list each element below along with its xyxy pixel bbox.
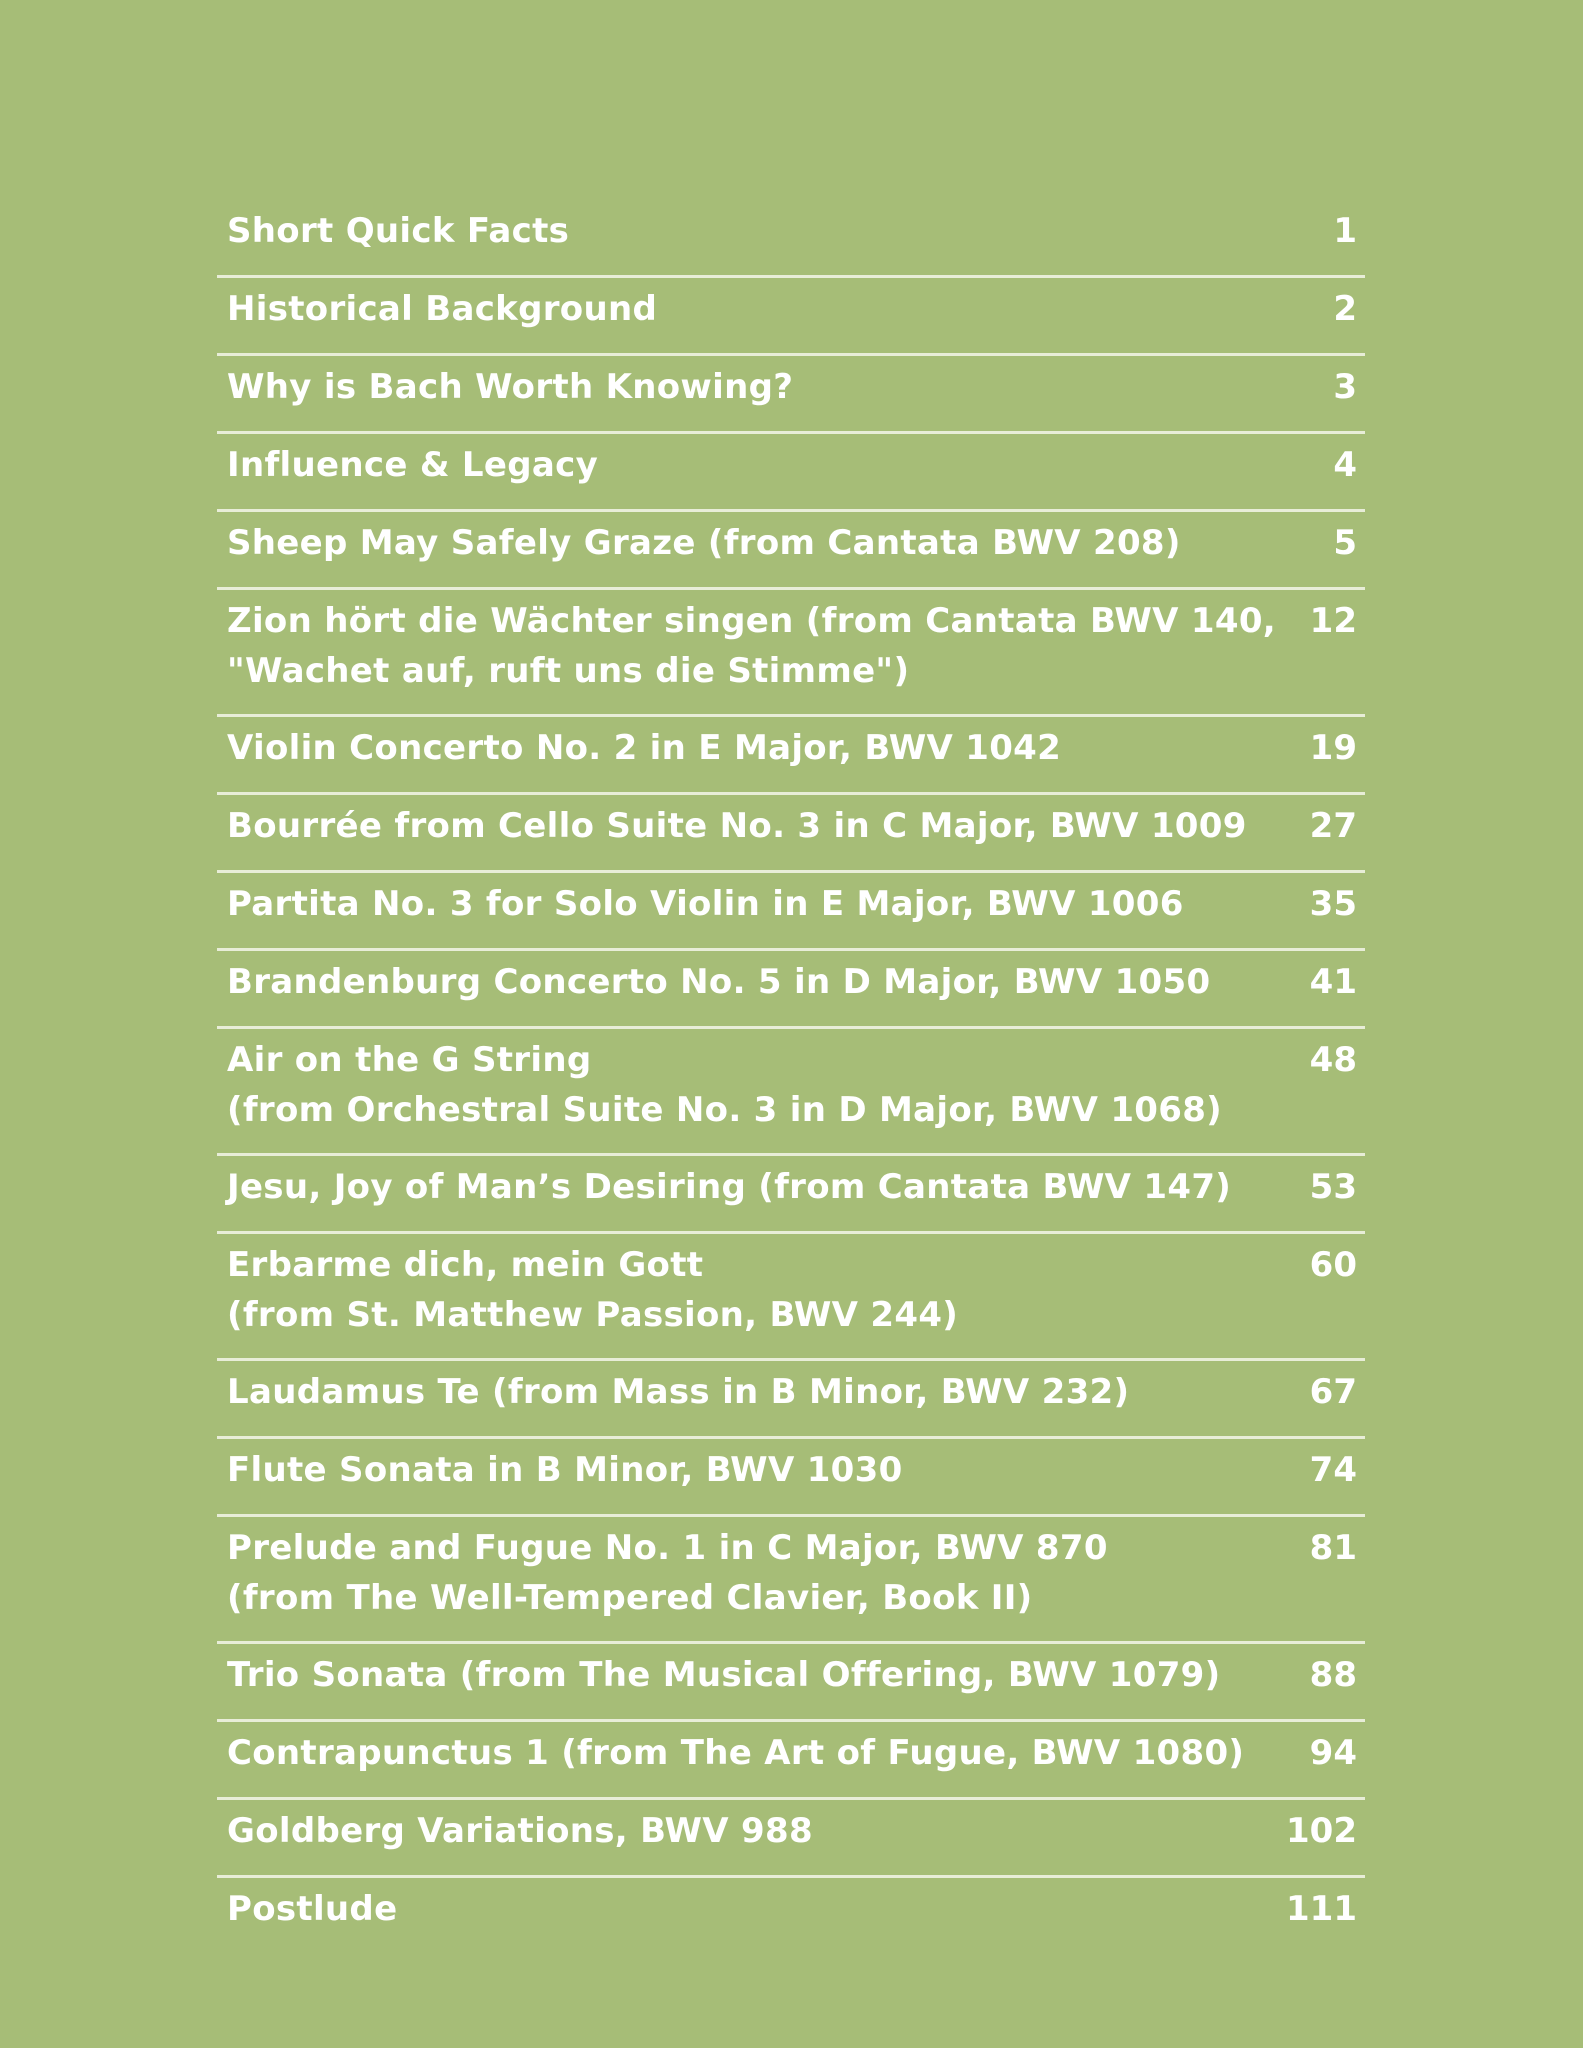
- toc-entry-title: Sheep May Safely Graze (from Cantata BWV 208): [227, 523, 1181, 563]
- toc-entry-title-line-2: (from St. Matthew Passion, BWV 244): [227, 1295, 959, 1335]
- toc-entry-page: 94: [1309, 1733, 1357, 1773]
- toc-entry[interactable]: [217, 200, 1365, 278]
- toc-entry-page: 102: [1286, 1811, 1357, 1851]
- toc-entry-title: Why is Bach Worth Knowing?: [227, 367, 794, 407]
- toc-entry[interactable]: [217, 278, 1365, 356]
- toc-entry-page: 4: [1333, 445, 1357, 485]
- toc-entry[interactable]: [217, 512, 1365, 590]
- toc-entry-page: 111: [1286, 1889, 1357, 1929]
- toc-entry-page: 5: [1333, 523, 1357, 563]
- toc-entry[interactable]: [217, 1517, 1365, 1644]
- toc-entry-title-line-2: "Wachet auf, ruft uns die Stimme"): [227, 651, 910, 691]
- toc-entry-page: 27: [1309, 806, 1357, 846]
- toc-entry-page: 53: [1309, 1167, 1357, 1207]
- toc-entry-title-line-2: (from The Well-Tempered Clavier, Book II): [227, 1578, 1033, 1618]
- toc-entry-title: Bourrée from Cello Suite No. 3 in C Major, BWV 1009: [227, 806, 1247, 846]
- toc-entry-page: 67: [1309, 1372, 1357, 1412]
- toc-entry-title-line-1: Zion hört die Wächter singen (from Cantata BWV 140,: [227, 601, 1277, 641]
- toc-entry[interactable]: [217, 356, 1365, 434]
- toc-entry-page: 3: [1333, 367, 1357, 407]
- toc-entry-page: 48: [1309, 1040, 1357, 1080]
- toc-entry[interactable]: [217, 1361, 1365, 1439]
- toc-entry[interactable]: [217, 1878, 1365, 1956]
- toc-entry-title: Trio Sonata (from The Musical Offering, BWV 1079): [227, 1655, 1221, 1695]
- toc-entry-title: Short Quick Facts: [227, 211, 570, 251]
- toc-entry-page: 74: [1309, 1450, 1357, 1490]
- toc-entry-title: Goldberg Variations, BWV 988: [227, 1811, 813, 1851]
- toc-entry-title-line-2: (from Orchestral Suite No. 3 in D Major, BWV 1068): [227, 1090, 1223, 1130]
- toc-entry-title: Flute Sonata in B Minor, BWV 1030: [227, 1450, 903, 1490]
- toc-entry[interactable]: [217, 795, 1365, 873]
- toc-entry-title-line-1: Erbarme dich, mein Gott: [227, 1245, 704, 1285]
- toc-entry-page: 60: [1309, 1245, 1357, 1285]
- toc-entry[interactable]: [217, 590, 1365, 717]
- toc-entry[interactable]: [217, 1439, 1365, 1517]
- table-of-contents: [217, 200, 1365, 1956]
- toc-entry-page: 2: [1333, 289, 1357, 329]
- toc-entry-page: 81: [1309, 1528, 1357, 1568]
- toc-entry[interactable]: [217, 1234, 1365, 1361]
- toc-entry-title-line-1: Air on the G String: [227, 1040, 592, 1080]
- toc-entry[interactable]: [217, 1800, 1365, 1878]
- toc-entry-page: 35: [1309, 884, 1357, 924]
- toc-entry[interactable]: [217, 434, 1365, 512]
- toc-entry[interactable]: [217, 1029, 1365, 1156]
- toc-entry-page: 1: [1333, 211, 1357, 251]
- toc-entry[interactable]: [217, 1722, 1365, 1800]
- toc-entry-title: Partita No. 3 for Solo Violin in E Major, BWV 1006: [227, 884, 1184, 924]
- toc-entry-title: Influence & Legacy: [227, 445, 599, 485]
- toc-entry-title-line-1: Prelude and Fugue No. 1 in C Major, BWV 870: [227, 1528, 1108, 1568]
- toc-entry[interactable]: [217, 717, 1365, 795]
- toc-entry-title: Historical Background: [227, 289, 658, 329]
- toc-entry[interactable]: [217, 1156, 1365, 1234]
- toc-entry-title: Jesu, Joy of Man’s Desiring (from Cantata BWV 147): [227, 1167, 1232, 1207]
- toc-entry-title: Brandenburg Concerto No. 5 in D Major, BWV 1050: [227, 962, 1211, 1002]
- toc-entry-title: Violin Concerto No. 2 in E Major, BWV 1042: [227, 728, 1062, 768]
- toc-entry-title: Postlude: [227, 1889, 398, 1929]
- toc-entry-title: Laudamus Te (from Mass in B Minor, BWV 232): [227, 1372, 1130, 1412]
- toc-entry[interactable]: [217, 1644, 1365, 1722]
- toc-entry[interactable]: [217, 873, 1365, 951]
- toc-entry-page: 12: [1309, 601, 1357, 641]
- toc-entry-title: Contrapunctus 1 (from The Art of Fugue, BWV 1080): [227, 1733, 1245, 1773]
- toc-entry-page: 41: [1309, 962, 1357, 1002]
- toc-entry-page: 88: [1309, 1655, 1357, 1695]
- toc-entry-page: 19: [1309, 728, 1357, 768]
- toc-entry[interactable]: [217, 951, 1365, 1029]
